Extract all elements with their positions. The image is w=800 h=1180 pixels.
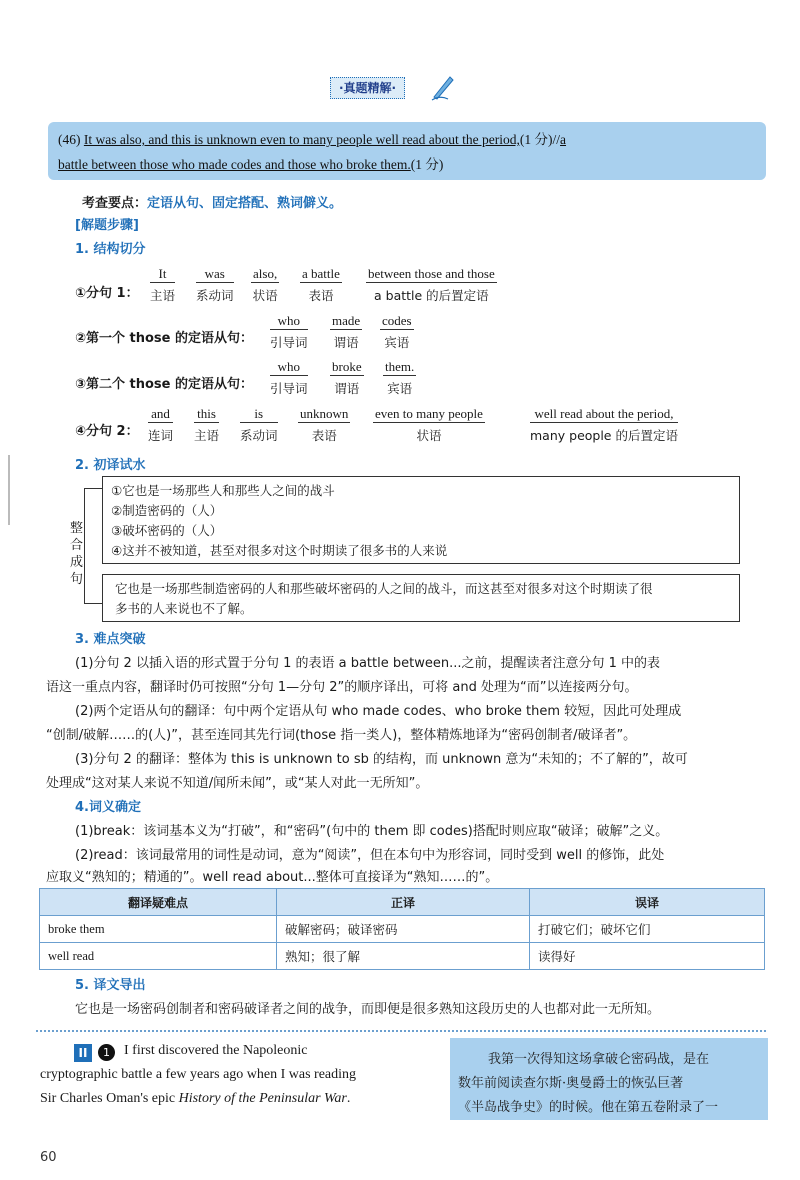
section-1-title: 1. 结构切分 (75, 242, 146, 257)
answer-part-1: It was also, and this is unknown even to many people well read about the period, (83, 132, 520, 147)
table-cell: broke them (40, 916, 277, 943)
answer-box (48, 122, 766, 180)
merged-box (102, 574, 740, 622)
draft-line: ④这并不被知道，甚至对很多对这个时期读了很多书的人来说 (111, 543, 448, 558)
table-header-row (40, 889, 765, 916)
english-line (40, 1091, 350, 1107)
divider (36, 1030, 766, 1032)
clause-4-word: is 系动词 (240, 406, 278, 443)
section-3-title: 3. 难点突破 (75, 632, 146, 647)
paragraph-line: 处理成“这对某人来说不知道/闻所未闻”，或“某人对此一无所知”。 (46, 776, 429, 791)
table-cell: well read (40, 943, 277, 970)
section-5-title: 5. 译文导出 (75, 978, 146, 993)
clause-2-word: codes 宾语 (382, 313, 412, 350)
section-banner (330, 73, 450, 101)
banner-title: ·真题精解· (330, 77, 405, 99)
draft-line: ③破坏密码的（人） (111, 523, 223, 538)
page-number: 60 (40, 1150, 57, 1165)
clause-1-word: between those and those a battle 的后置定语 (368, 266, 495, 303)
english-end: . (346, 1091, 351, 1106)
table-row (40, 943, 765, 970)
draft-box (102, 476, 740, 564)
steps-title: [解题步骤] (75, 218, 139, 233)
key-points-label: 考查要点： (82, 196, 148, 211)
answer-line-2 (58, 153, 443, 173)
merged-line: 它也是一场那些制造密码的人和那些破坏密码的人之间的战斗，而这甚至对很多对这个时期读了很 (115, 581, 653, 596)
answer-line-1 (58, 128, 566, 148)
key-points (82, 192, 342, 211)
clause-1-word: was 系动词 (196, 266, 234, 303)
paragraph-number: 1 (98, 1044, 115, 1061)
merge-label: 整合成句 (70, 521, 84, 587)
pen-icon (430, 73, 456, 101)
answer-part-2a: a (560, 132, 567, 147)
table-cell: 读得好 (530, 943, 765, 970)
book-title: History of the Peninsular War (178, 1091, 347, 1106)
draft-line: ②制造密码的（人） (111, 503, 223, 518)
key-points-value: 定语从句、固定搭配、熟词僻义。 (147, 196, 343, 211)
paragraph-line: (3)分句 2 的翻译：整体为 this is unknown to sb 的结构，而 unknown 意为“未知的；不了解的”，故可 (75, 752, 688, 767)
paragraph-line: “创制/破解……的(人)”，甚至连同其先行词(those 指一类人)，整体精炼地译为“密码创制者/破译者”。 (46, 728, 637, 743)
table-cell: 破解密码；破译密码 (277, 916, 530, 943)
clause-1-label: ①分句 1： (75, 286, 139, 301)
answer-part-2b: battle between those who made codes and those who broke them. (58, 157, 411, 172)
clause-4-word: and 连词 (148, 406, 174, 443)
english-line: cryptographic battle a few years ago when I was reading (40, 1067, 357, 1082)
score-1: (1 分)// (519, 132, 561, 147)
clause-3-word: who 引导词 (270, 359, 308, 396)
paragraph-line: (2)两个定语从句的翻译：句中两个定语从句 who made codes、who broke them 较短，因此可处理成 (75, 704, 682, 719)
clause-3-label: ③第二个 those 的定语从句： (75, 377, 254, 392)
draft-line: ①它也是一场那些人和那些人之间的战斗 (111, 483, 335, 498)
table-header: 正译 (277, 889, 530, 916)
clause-2-label: ②第一个 those 的定语从句： (75, 331, 254, 346)
clause-4-word: this 主语 (194, 406, 220, 443)
clause-4-word: even to many people 状语 (375, 406, 483, 443)
translation-table (39, 888, 765, 970)
clause-3-word: them. 宾语 (385, 359, 415, 396)
clause-1-word: also, 状语 (252, 266, 278, 303)
side-translation-box (450, 1038, 768, 1120)
question-number: (46) (58, 132, 84, 147)
clause-4-word: unknown 表语 (300, 406, 349, 443)
merged-line: 多书的人来说也不了解。 (115, 601, 253, 616)
clause-4-word: well read about the period, many people 的后置定语 (530, 406, 678, 443)
paragraph-line: 语这一重点内容，翻译时仍可按照“分句 1—分句 2”的顺序译出，可将 and 处理为“而”以连接两分句。 (46, 680, 638, 695)
table-header: 翻译疑难点 (40, 889, 277, 916)
clause-3-word: broke 谓语 (332, 359, 362, 396)
section-4-title: 4.词义确定 (75, 800, 141, 815)
paragraph-line: (1)break：该词基本义为“打破”，和“密码”(句中的 them 即 codes)搭配时则应取“破译；破解”之义。 (75, 824, 669, 839)
table-row (40, 916, 765, 943)
paragraph-line: (1)分句 2 以插入语的形式置于分句 1 的表语 a battle between...之前，提醒读者注意分句 1 中的表 (75, 656, 661, 671)
section-2-title: 2. 初译试水 (75, 458, 146, 473)
final-translation: 它也是一场密码创制者和密码破译者之间的战争，而即便是很多熟知这段历史的人也都对此一无所知。 (75, 1002, 661, 1017)
clause-1-word: It 主语 (150, 266, 176, 303)
margin-mark (8, 455, 10, 525)
paragraph-line: (2)read：该词最常用的词性是动词，意为“阅读”，但在本句中为形容词，同时受到 well 的修饰，此处 (75, 848, 665, 863)
part-badge: II (74, 1044, 92, 1062)
table-header: 误译 (530, 889, 765, 916)
score-2: (1 分) (410, 157, 444, 172)
side-line: 我第一次得知这场拿破仑密码战，是在 (488, 1052, 710, 1067)
clause-2-word: who 引导词 (270, 313, 308, 350)
paragraph-line: 应取义“熟知的；精通的”。well read about...整体可直接译为“熟知……的”。 (46, 870, 499, 885)
english-line: I first discovered the Napoleonic (124, 1043, 308, 1058)
clause-1-word: a battle 表语 (302, 266, 340, 303)
side-line: 数年前阅读查尔斯·奥曼爵士的恢弘巨著 (458, 1076, 684, 1091)
table-cell: 打破它们；破坏它们 (530, 916, 765, 943)
merge-bracket (84, 488, 103, 604)
english-text: Sir Charles Oman's epic (40, 1091, 179, 1106)
clause-2-word: made 谓语 (332, 313, 361, 350)
clause-4-label: ④分句 2： (75, 424, 139, 439)
table-cell: 熟知；很了解 (277, 943, 530, 970)
side-line: 《半岛战争史》的时候。他在第五卷附录了一 (458, 1100, 719, 1115)
